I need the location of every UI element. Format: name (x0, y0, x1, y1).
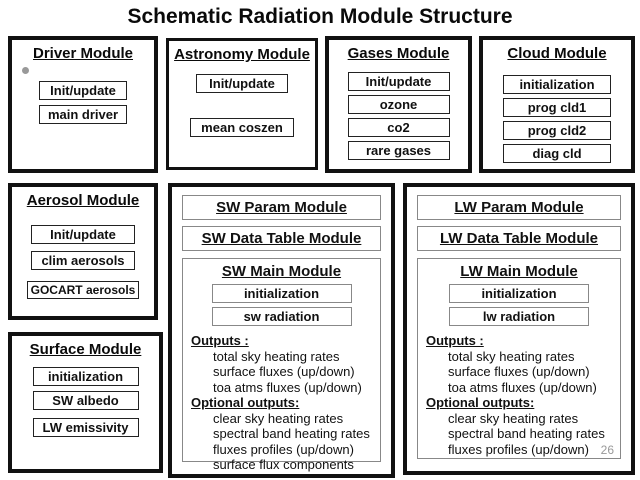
sw-optional-line: clear sky heating rates (213, 410, 344, 426)
sw-main-item-sw-radiation: sw radiation (212, 307, 352, 326)
lw-optional-outputs-label: Optional outputs: (426, 395, 535, 410)
lw-param-module-box (417, 195, 621, 220)
surface-module-title: Surface Module (29, 341, 142, 358)
lw-param-module-title: LW Param Module (454, 199, 584, 216)
cloud-item-initialization: initialization (503, 75, 611, 94)
astronomy-module-title: Astronomy Module (174, 46, 310, 63)
sw-optional-line: fluxes profiles (up/down) (213, 441, 354, 457)
surface-item-initialization: initialization (33, 367, 139, 386)
astronomy-item-mean-coszen: mean coszen (190, 118, 294, 137)
cloud-item-prog-cld1: prog cld1 (503, 98, 611, 117)
sw-output-line: toa atms fluxes (up/down) (213, 379, 362, 395)
cloud-item-diag-cld: diag cld (503, 144, 611, 163)
gases-item-co2: co2 (348, 118, 450, 137)
lw-main-module-title: LW Main Module (460, 263, 578, 280)
sw-data-table-module-title: SW Data Table Module (201, 230, 362, 247)
sw-outputs-section (191, 333, 380, 473)
lw-optional-line: spectral band heating rates (448, 426, 605, 441)
astronomy-module-box (166, 38, 318, 170)
sw-main-module-title: SW Main Module (221, 263, 342, 280)
bullet-dot-icon (22, 67, 29, 74)
driver-module-box (8, 36, 158, 173)
cloud-module-title: Cloud Module (507, 45, 607, 62)
driver-item-init-update: Init/update (39, 81, 127, 100)
aerosol-item-clim-aerosols: clim aerosols (31, 251, 135, 270)
lw-main-module-box (417, 258, 621, 459)
surface-module-box (8, 332, 163, 473)
sw-optional-line: spectral band heating rates (213, 426, 370, 441)
lw-optional-line: clear sky heating rates (448, 410, 579, 426)
gases-module-box (325, 36, 472, 173)
sw-main-item-initialization: initialization (212, 284, 352, 303)
lw-output-line: total sky heating rates (448, 348, 575, 364)
gases-item-ozone: ozone (348, 95, 450, 114)
sw-output-line: total sky heating rates (213, 348, 340, 364)
lw-main-item-lw-radiation: lw radiation (449, 307, 589, 326)
lw-outputs-section (426, 333, 620, 457)
astronomy-item-init-update: Init/update (196, 74, 288, 93)
sw-data-table-module-box (182, 226, 381, 251)
sw-optional-line: surface flux components (213, 457, 354, 472)
page-number: 26 (600, 443, 614, 457)
slide-title: Schematic Radiation Module Structure (127, 5, 513, 28)
aerosol-module-box (8, 183, 158, 320)
driver-module-title: Driver Module (32, 45, 134, 62)
lw-output-line: toa atms fluxes (up/down) (448, 379, 597, 395)
sw-param-module-box (182, 195, 381, 220)
sw-outputs-label: Outputs : (191, 333, 249, 348)
lw-container-box (403, 183, 635, 475)
lw-output-line: surface fluxes (up/down) (448, 364, 590, 379)
sw-main-module-box (182, 258, 381, 472)
surface-item-lw-emissivity: LW emissivity (33, 418, 139, 437)
driver-item-main-driver: main driver (39, 105, 127, 124)
sw-optional-outputs-label: Optional outputs: (191, 395, 300, 410)
sw-output-line: surface fluxes (up/down) (213, 364, 355, 379)
cloud-module-box (479, 36, 635, 173)
gases-item-init-update: Init/update (348, 72, 450, 91)
surface-item-sw-albedo: SW albedo (33, 391, 139, 410)
lw-data-table-module-title: LW Data Table Module (439, 230, 599, 247)
cloud-item-prog-cld2: prog cld2 (503, 121, 611, 140)
aerosol-item-init-update: Init/update (31, 225, 135, 244)
lw-optional-line: fluxes profiles (up/down) (448, 441, 589, 457)
lw-main-item-initialization: initialization (449, 284, 589, 303)
aerosol-item-gocart-aerosols: GOCART aerosols (27, 281, 139, 299)
sw-container-box (168, 183, 395, 478)
lw-outputs-label: Outputs : (426, 333, 484, 348)
gases-item-rare-gases: rare gases (348, 141, 450, 160)
gases-module-title: Gases Module (347, 45, 450, 62)
lw-data-table-module-box (417, 226, 621, 251)
aerosol-module-title: Aerosol Module (26, 192, 140, 209)
sw-param-module-title: SW Param Module (216, 199, 347, 216)
